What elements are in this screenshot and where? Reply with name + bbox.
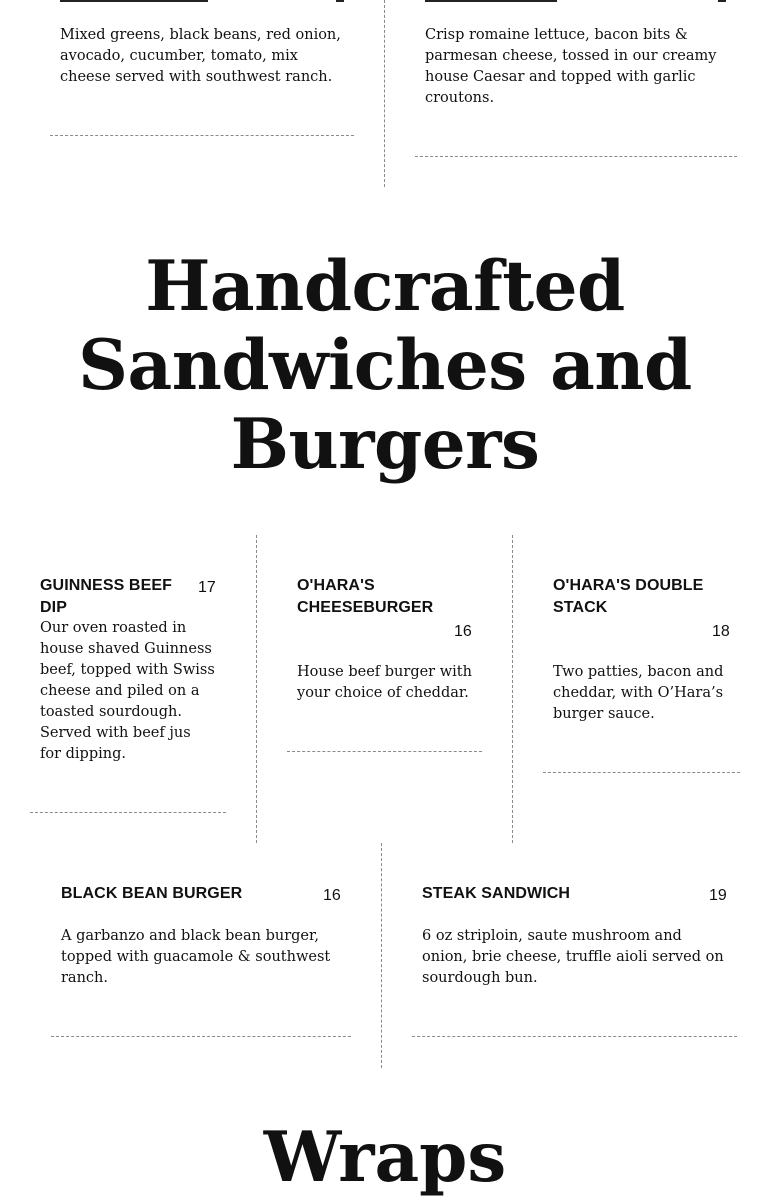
divider [415, 156, 737, 157]
salad-price-cut-1 [336, 0, 344, 2]
column-divider [256, 535, 257, 843]
divider [543, 772, 740, 773]
menu-item-price: 18 [712, 623, 730, 640]
menu-item-name: BLACK BEAN BURGER [61, 885, 243, 902]
column-divider [384, 0, 385, 187]
menu-item-price: 16 [454, 623, 472, 640]
menu-item-description: House beef burger with your choice of cheddar. [297, 664, 472, 701]
salad-description: Crisp romaine lettuce, bacon bits & parmesan cheese, tossed in our creamy house Caesar and topped with garlic croutons. [425, 27, 717, 106]
menu-item-description: Our oven roasted in house shaved Guinness beef, topped with Swiss cheese and piled on a toasted sourdough. Served with beef jus for dipping. [40, 620, 215, 762]
divider [30, 812, 226, 813]
column-divider [512, 535, 513, 843]
next-section-title: Wraps [263, 1117, 507, 1198]
menu-item-price: 17 [198, 579, 216, 596]
salad-name-cut-1 [60, 0, 210, 2]
salad-price-cut-2 [718, 0, 726, 2]
salad-description: Mixed greens, black beans, red onion, avocado, cucumber, tomato, mix cheese served with southwest ranch. [60, 27, 341, 85]
section-title [0, 247, 770, 484]
menu-item-description: Two patties, bacon and cheddar, with O’Hara’s burger sauce. [553, 664, 724, 722]
menu-item-description: 6 oz striploin, saute mushroom and onion, brie cheese, truffle aioli served on sourdough bun. [422, 928, 724, 986]
menu-item-name: STEAK SANDWICH [422, 885, 571, 902]
menu-item-price: 19 [709, 887, 727, 904]
divider [287, 751, 482, 752]
menu-item-description: A garbanzo and black bean burger, topped with guacamole & southwest ranch. [61, 928, 331, 986]
divider [412, 1036, 737, 1037]
salad-name-cut-2 [425, 0, 575, 2]
divider [50, 135, 354, 136]
menu-item-name: O'HARA'S CHEESEBURGER [297, 577, 434, 616]
menu-item-price: 16 [323, 887, 341, 904]
column-divider [381, 843, 382, 1068]
section-title-line: Sandwiches and [78, 325, 692, 406]
menu-item-name: GUINNESS BEEF DIP [40, 577, 172, 616]
divider [51, 1036, 351, 1037]
menu-item-name: O'HARA'S DOUBLE STACK [553, 577, 704, 616]
section-title-line: Burgers [230, 404, 540, 485]
section-title-line: Handcrafted [145, 246, 625, 327]
